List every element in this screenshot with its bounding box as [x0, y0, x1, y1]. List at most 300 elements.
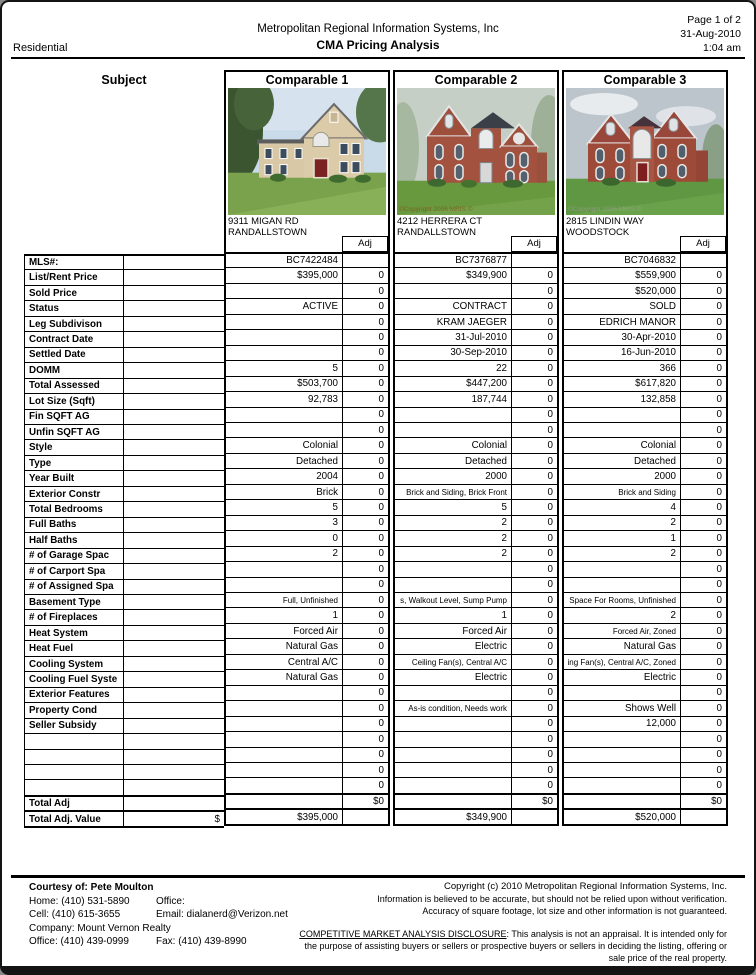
adj-cell: 0	[511, 516, 557, 530]
table-row	[564, 762, 726, 777]
table-row	[25, 687, 224, 702]
table-row	[25, 316, 224, 331]
adj-cell: 0	[511, 423, 557, 437]
comparable-2-box	[393, 70, 559, 826]
adj-cell: 0	[342, 423, 388, 437]
adj-cell: 0	[342, 485, 388, 499]
house-photo-2	[397, 88, 555, 215]
adj-cell: 0	[511, 454, 557, 468]
table-row	[395, 777, 557, 792]
table-row	[395, 546, 557, 561]
value-cell: $559,900	[635, 270, 676, 282]
value-cell: 92,783	[308, 393, 338, 405]
adj-cell: 0	[680, 670, 726, 684]
adj-cell: 0	[680, 361, 726, 375]
value-cell: 187,744	[471, 393, 507, 405]
photo-watermark: ©Copyright 2005 MRIS ©	[568, 206, 642, 213]
table-row	[25, 393, 224, 408]
value-cell	[226, 578, 342, 592]
row-label: List/Rent Price	[25, 270, 124, 284]
comparable-2-address-row	[395, 215, 557, 252]
value-cell	[124, 657, 224, 671]
value-cell	[124, 487, 224, 501]
contact-line	[29, 895, 288, 909]
adj-cell: 0	[342, 655, 388, 669]
table-row	[226, 298, 388, 313]
value-cell	[124, 641, 224, 655]
table-row	[25, 594, 224, 609]
value-cell: 0	[332, 532, 338, 544]
comparable-2-rows	[395, 252, 557, 824]
table-row	[564, 623, 726, 638]
table-row	[395, 561, 557, 576]
table-row	[25, 671, 224, 686]
adj-cell	[511, 810, 557, 823]
report-date: 31-Aug-2010	[680, 28, 741, 40]
adj-cell: 0	[511, 593, 557, 607]
table-row	[395, 437, 557, 452]
value-cell: Electric	[474, 641, 507, 653]
contact-line	[29, 935, 288, 949]
adj-cell: 0	[342, 748, 388, 762]
adj-cell: 0	[342, 500, 388, 514]
value-cell	[124, 502, 224, 516]
table-row	[564, 407, 726, 422]
adj-column-header: Adj	[511, 236, 557, 252]
adj-cell: 0	[511, 469, 557, 483]
value-cell	[124, 688, 224, 702]
table-row	[564, 607, 726, 622]
adj-cell: 0	[511, 315, 557, 329]
table-row	[226, 592, 388, 607]
footer-divider	[11, 875, 745, 878]
adj-cell: $0	[342, 795, 388, 808]
adj-cell: 0	[511, 748, 557, 762]
table-row	[564, 499, 726, 514]
value-cell: BC7376877	[455, 255, 507, 267]
value-cell	[124, 672, 224, 686]
adj-cell: 0	[342, 392, 388, 406]
row-label: # of Carport Spa	[25, 564, 124, 578]
comparable-1-address-row	[226, 215, 388, 252]
value-cell	[564, 748, 680, 762]
value-cell	[124, 765, 224, 779]
table-row	[564, 437, 726, 452]
adj-cell: 0	[680, 408, 726, 422]
value-cell	[124, 270, 224, 284]
report-time: 1:04 am	[703, 42, 741, 54]
value-cell: 2	[670, 517, 676, 529]
copyright-line: Copyright (c) 2010 Metropolitan Regional Information Systems, Inc.	[443, 881, 727, 892]
table-row	[226, 700, 388, 715]
table-row	[395, 484, 557, 499]
row-label: Type	[25, 456, 124, 470]
value-cell	[124, 750, 224, 764]
table-row	[395, 793, 557, 808]
table-row	[564, 638, 726, 653]
adj-column-header: Adj	[680, 236, 726, 252]
table-row	[25, 656, 224, 671]
table-row	[564, 793, 726, 808]
value-cell: $503,700	[297, 378, 338, 390]
value-cell	[564, 562, 680, 576]
value-cell	[226, 346, 342, 360]
adj-cell: 0	[680, 377, 726, 391]
table-row	[564, 252, 726, 267]
table-row	[395, 685, 557, 700]
adj-cell: 0	[342, 346, 388, 360]
value-cell	[226, 686, 342, 700]
adj-cell: 0	[680, 547, 726, 561]
adj-cell: 0	[342, 469, 388, 483]
table-row	[395, 298, 557, 313]
row-label: MLS#:	[25, 256, 124, 269]
adj-cell: 0	[511, 717, 557, 731]
row-label: Total Adj	[25, 797, 124, 810]
value-cell: Natural Gas	[285, 641, 338, 653]
value-cell	[226, 717, 342, 731]
adj-cell: 0	[680, 748, 726, 762]
adj-cell: 0	[680, 624, 726, 638]
adj-cell: 0	[342, 516, 388, 530]
table-row	[25, 470, 224, 485]
row-label: Property Cond	[25, 703, 124, 717]
table-row	[564, 376, 726, 391]
table-row	[226, 669, 388, 684]
address-line2: RANDALLSTOWN	[397, 226, 477, 238]
table-row	[395, 654, 557, 669]
address-line2: WOODSTOCK	[566, 226, 630, 238]
row-label: Settled Date	[25, 348, 124, 362]
table-row	[395, 530, 557, 545]
value-cell: 5	[332, 501, 338, 513]
table-row	[226, 638, 388, 653]
table-row	[395, 638, 557, 653]
table-row	[25, 563, 224, 578]
value-cell: Natural Gas	[623, 641, 676, 653]
table-row	[395, 283, 557, 298]
table-row	[226, 499, 388, 514]
adj-cell: 0	[342, 624, 388, 638]
value-cell: Full, Unfinished	[282, 595, 338, 605]
table-row	[25, 702, 224, 717]
adj-cell	[342, 254, 388, 267]
row-label	[25, 750, 124, 764]
comparable-1-rows	[226, 252, 388, 824]
adj-cell: 0	[342, 778, 388, 792]
value-cell: 1	[501, 610, 507, 622]
value-cell	[124, 348, 224, 362]
table-row	[564, 747, 726, 762]
value-cell	[124, 286, 224, 300]
value-cell: Ceiling Fan(s), Central A/C	[411, 657, 507, 667]
table-row	[564, 654, 726, 669]
row-label: # of Fireplaces	[25, 610, 124, 624]
value-cell	[124, 410, 224, 424]
value-cell: Colonial	[471, 440, 507, 452]
table-row	[395, 422, 557, 437]
adj-cell: 0	[680, 299, 726, 313]
table-row	[226, 468, 388, 483]
row-label: Unfin SQFT AG	[25, 425, 124, 439]
value-cell: BC7422484	[286, 255, 338, 267]
contact-line	[29, 922, 288, 936]
row-label: Style	[25, 440, 124, 454]
table-row	[395, 453, 557, 468]
table-row	[226, 252, 388, 267]
address-line1: 9311 MIGAN RD	[228, 216, 299, 227]
value-cell: 2	[501, 517, 507, 529]
table-row	[395, 762, 557, 777]
table-row	[564, 345, 726, 360]
table-row	[564, 314, 726, 329]
adj-cell: 0	[342, 299, 388, 313]
adj-cell: 0	[511, 578, 557, 592]
table-row	[226, 685, 388, 700]
table-row	[25, 548, 224, 563]
adj-cell: 0	[511, 485, 557, 499]
table-row	[564, 329, 726, 344]
adj-cell: 0	[680, 562, 726, 576]
table-row	[395, 607, 557, 622]
value-cell: Detached	[634, 455, 676, 467]
adj-cell: 0	[342, 438, 388, 452]
adj-cell: 0	[680, 346, 726, 360]
value-cell: Space For Rooms, Unfinished	[569, 595, 676, 605]
email: Email: dialanerd@Verizon.net	[156, 909, 288, 920]
adj-cell	[511, 254, 557, 267]
table-row	[564, 453, 726, 468]
value-cell: $447,200	[466, 378, 507, 390]
adj-cell: 0	[511, 284, 557, 298]
adj-cell: 0	[511, 763, 557, 777]
table-row	[226, 530, 388, 545]
value-cell: 132,858	[640, 393, 676, 405]
header-divider	[11, 57, 745, 59]
table-row	[226, 623, 388, 638]
table-row	[226, 360, 388, 375]
table-row	[25, 625, 224, 640]
value-cell	[124, 440, 224, 454]
table-row	[564, 669, 726, 684]
value-cell: Detached	[296, 455, 338, 467]
table-row	[564, 592, 726, 607]
value-cell: Brick	[316, 486, 338, 498]
adj-cell: 0	[511, 732, 557, 746]
table-row	[395, 360, 557, 375]
value-cell: 16-Jun-2010	[620, 347, 676, 359]
table-row	[395, 700, 557, 715]
table-row	[25, 579, 224, 594]
row-label: Heat System	[25, 626, 124, 640]
contact-line	[29, 908, 288, 922]
row-label: DOMM	[25, 363, 124, 377]
value-cell	[226, 795, 342, 808]
comparable-3-address-row	[564, 215, 726, 252]
table-row	[395, 391, 557, 406]
cell-phone: Cell: (410) 615-3655	[29, 909, 121, 920]
value-cell	[124, 580, 224, 594]
value-cell: 3	[332, 517, 338, 529]
adj-cell: 0	[680, 608, 726, 622]
adj-cell: 0	[342, 686, 388, 700]
row-label: Contract Date	[25, 332, 124, 346]
adj-cell: 0	[342, 547, 388, 561]
table-row	[395, 747, 557, 762]
value-cell: s, Walkout Level, Sump Pump	[400, 595, 507, 605]
value-cell: $349,900	[466, 811, 507, 823]
table-row	[395, 376, 557, 391]
adj-cell: 0	[511, 268, 557, 282]
value-cell: 1	[670, 532, 676, 544]
table-row	[564, 283, 726, 298]
table-row	[226, 777, 388, 792]
table-row	[25, 733, 224, 748]
table-row	[564, 484, 726, 499]
adj-cell: 0	[680, 469, 726, 483]
value-cell: CONTRACT	[452, 301, 507, 313]
table-row	[564, 468, 726, 483]
table-row	[395, 623, 557, 638]
value-cell: 4	[670, 501, 676, 513]
cma-comparison-table	[24, 70, 728, 828]
value-cell: Electric	[474, 671, 507, 683]
value-cell	[395, 748, 511, 762]
adj-cell: 0	[342, 639, 388, 653]
value-cell	[124, 703, 224, 717]
value-cell	[226, 284, 342, 298]
value-cell	[124, 610, 224, 624]
table-row	[25, 517, 224, 532]
table-row	[25, 718, 224, 733]
adj-cell: 0	[342, 562, 388, 576]
table-row	[226, 267, 388, 282]
adj-cell: 0	[511, 330, 557, 344]
table-row	[226, 376, 388, 391]
table-row	[564, 391, 726, 406]
adj-cell: 0	[342, 284, 388, 298]
table-row	[25, 609, 224, 624]
value-cell: 30-Apr-2010	[621, 331, 676, 343]
table-row	[226, 407, 388, 422]
adj-cell: 0	[342, 315, 388, 329]
adj-cell: 0	[511, 547, 557, 561]
adj-cell: 0	[680, 392, 726, 406]
adj-cell: 0	[680, 438, 726, 452]
adj-cell: 0	[680, 500, 726, 514]
value-cell	[226, 408, 342, 422]
value-cell: Shows Well	[625, 702, 676, 714]
adj-cell: 0	[680, 717, 726, 731]
value-cell: $520,000	[635, 285, 676, 297]
value-cell: Detached	[465, 455, 507, 467]
office-label: Office:	[156, 895, 185, 907]
value-cell: 1	[332, 610, 338, 622]
value-cell	[124, 456, 224, 470]
adj-cell: $0	[680, 795, 726, 808]
row-label: Fin SQFT AG	[25, 410, 124, 424]
value-cell	[226, 562, 342, 576]
value-cell	[124, 564, 224, 578]
value-cell	[124, 797, 224, 810]
table-row	[564, 716, 726, 731]
row-label: Basement Type	[25, 595, 124, 609]
table-row	[564, 685, 726, 700]
adj-cell: 0	[342, 361, 388, 375]
adj-cell: 0	[680, 639, 726, 653]
value-cell	[124, 394, 224, 408]
table-row	[395, 314, 557, 329]
page-number: Page 1 of 2	[687, 14, 741, 26]
adj-cell: 0	[511, 624, 557, 638]
cma-disclosure	[287, 928, 727, 964]
cma-disclosure-heading: COMPETITIVE MARKET ANALYSIS DISCLOSURE	[299, 929, 507, 939]
table-row	[395, 499, 557, 514]
row-label	[25, 765, 124, 779]
value-cell	[124, 518, 224, 532]
value-cell: $520,000	[635, 811, 676, 823]
org-name: Metropolitan Regional Information Systems, Inc	[257, 23, 499, 35]
comparable-3-rows	[564, 252, 726, 824]
value-cell	[395, 562, 511, 576]
comparable-1-title: Comparable 1	[265, 73, 349, 87]
table-row	[564, 808, 726, 823]
table-row	[25, 764, 224, 779]
header-meta	[680, 13, 741, 55]
table-row	[25, 640, 224, 655]
adj-cell: 0	[680, 330, 726, 344]
comparable-2-address	[395, 215, 511, 252]
table-row	[25, 254, 224, 269]
cma-disclosure-text: : This analysis is not an appraisal. It is intended only for the purpose of assisting buyers or sellers or prospective buyers or sellers in deciding the listing, offering or sale price of the real property.	[304, 929, 727, 963]
table-row	[395, 468, 557, 483]
row-label: Lot Size (Sqft)	[25, 394, 124, 408]
value-cell	[226, 763, 342, 777]
row-label: Heat Fuel	[25, 641, 124, 655]
adj-cell: 0	[511, 377, 557, 391]
value-cell	[124, 734, 224, 748]
adj-cell: 0	[680, 701, 726, 715]
adj-cell: 0	[680, 655, 726, 669]
row-label: Half Baths	[25, 533, 124, 547]
value-cell	[124, 425, 224, 439]
value-cell	[564, 408, 680, 422]
row-label: Year Built	[25, 471, 124, 485]
value-cell: Natural Gas	[285, 671, 338, 683]
value-cell	[564, 732, 680, 746]
adj-cell: 0	[342, 732, 388, 746]
value-cell	[124, 626, 224, 640]
house-photo-1	[228, 88, 386, 215]
adj-cell: 0	[342, 608, 388, 622]
table-row	[564, 577, 726, 592]
value-cell: 5	[501, 501, 507, 513]
value-cell	[226, 778, 342, 792]
comparable-3-title: Comparable 3	[603, 73, 687, 87]
row-label: Total Bedrooms	[25, 502, 124, 516]
value-cell	[395, 717, 511, 731]
table-row	[25, 362, 224, 377]
value-cell	[226, 315, 342, 329]
row-label: Total Assessed	[25, 379, 124, 393]
value-cell	[124, 780, 224, 794]
value-cell: 2000	[654, 471, 676, 483]
table-row	[395, 716, 557, 731]
value-cell	[124, 363, 224, 377]
table-row	[226, 607, 388, 622]
adj-cell: 0	[511, 701, 557, 715]
value-cell: 5	[332, 362, 338, 374]
